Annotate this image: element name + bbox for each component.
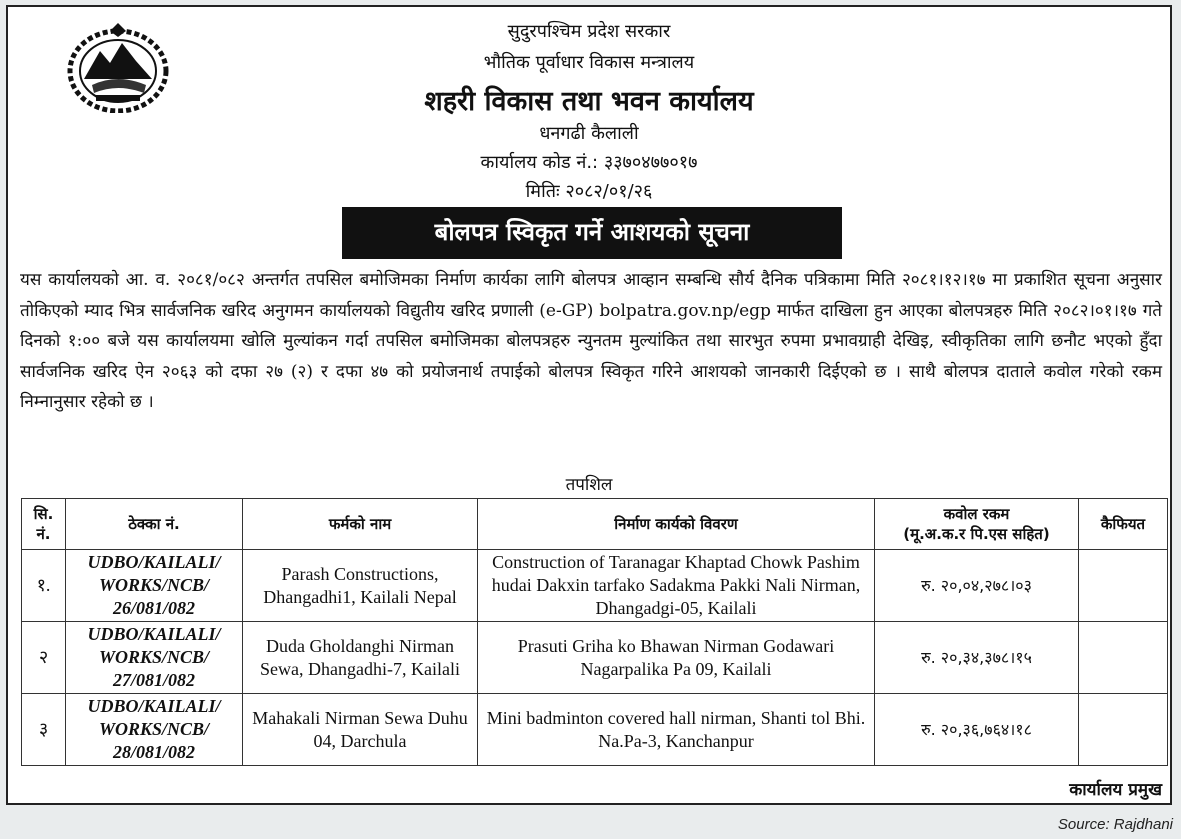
table-row	[22, 694, 1168, 766]
source-credit: Source: Rajdhani	[1057, 816, 1173, 833]
bid-table	[21, 498, 1168, 766]
cell-amount: रु. २०,३४,३७८।१५	[875, 622, 1079, 694]
cell-sn: ३	[22, 694, 66, 766]
header-remarks: कैफियत	[1079, 499, 1168, 550]
cell-firm: Mahakali Nirman Sewa Duhu 04, Darchula	[243, 694, 478, 766]
office-name: शहरी विकास तथा भवन कार्यालय	[424, 86, 754, 117]
header-description: निर्माण कार्यको विवरण	[478, 499, 875, 550]
cell-contract-no: UDBO/KAILALI/ WORKS/NCB/ 27/081/082	[66, 622, 243, 694]
office-chief-signatory: कार्यालय प्रमुख	[1069, 780, 1162, 800]
table-row	[22, 622, 1168, 694]
table-header-row	[22, 499, 1168, 550]
office-location: धनगढी कैलाली	[539, 123, 639, 144]
header-amount-label: कवोल रकम	[943, 505, 1010, 523]
province-government: सुदुरपश्चिम प्रदेश सरकार	[507, 21, 671, 42]
header-contract-no: ठेक्का नं.	[66, 499, 243, 550]
cell-amount: रु. २०,३६,७६४।१८	[875, 694, 1079, 766]
cell-remarks	[1079, 622, 1168, 694]
cell-description: Construction of Taranagar Khaptad Chowk Pashim hudai Dakxin tarfako Sadakma Pakki Nali Nirman, Dhangadgi-05, Kailali	[478, 550, 875, 622]
notice-body: यस कार्यालयको आ. व. २०८१/०८२ अन्तर्गत तपसिल बमोजिमका निर्माण कार्यका लागि बोलपत्र आव्हान सम्बन्धि सौर्य दैनिक पत्रिकामा मिति २०८१।१२।१७ मा प्रकाशित सूचना अनुसार तोकिएको म्याद भित्र सार्वजनिक खरिद अनुगमन कार्यालयको विद्युतीय खरिद प्रणाली (e-GP) bolpatra.gov.np/egp मार्फत दाखिला हुन आएका बोलपत्रहरु मिति २०८२।०१।१७ गते दिनको १:०० बजे यस कार्यालयमा खोलि मुल्यांकन गर्दा तपसिल बमोजिमका बोलपत्रहरु न्युनतम मुल्यांकित तथा सारभुत रुपमा प्रभावग्राही देखिइ, स्वीकृतिका लागि छनौट भएको हुँदा सार्वजनिक खरिद ऐन २०६३ को दफा २७ (२) र दफा ४७ को प्रयोजनार्थ तपाईको बोलपत्र स्विकृत गरिने आशयको जानकारी दिईएको छ । साथै बोलपत्र दाताले कवोल गरेको रकम निम्नानुसार रहेको छ ।	[20, 270, 1162, 412]
cell-firm: Duda Gholdanghi Nirman Sewa, Dhangadhi-7, Kailali	[243, 622, 478, 694]
notice-page	[6, 5, 1172, 805]
notice-title: बोलपत्र स्विकृत गर्ने आशयको सूचना	[342, 207, 842, 259]
cell-description: Prasuti Griha ko Bhawan Nirman Godawari Nagarpalika Pa 09, Kailali	[478, 622, 875, 694]
cell-sn: २	[22, 622, 66, 694]
cell-description: Mini badminton covered hall nirman, Shanti tol Bhi. Na.Pa-3, Kanchanpur	[478, 694, 875, 766]
header-amount-sub: (मू.अ.क.र पि.एस सहित)	[903, 525, 1050, 543]
cell-amount: रु. २०,०४,२७८।०३	[875, 550, 1079, 622]
cell-remarks	[1079, 694, 1168, 766]
cell-remarks	[1079, 550, 1168, 622]
cell-contract-no: UDBO/KAILALI/ WORKS/NCB/ 28/081/082	[66, 694, 243, 766]
schedule-label: तपशिल	[565, 475, 613, 495]
office-code: कार्यालय कोड नं.: ३३७०४७७०१७	[480, 152, 698, 173]
cell-contract-no: UDBO/KAILALI/ WORKS/NCB/ 26/081/082	[66, 550, 243, 622]
ministry-name: भौतिक पूर्वाधार विकास मन्त्रालय	[483, 52, 695, 73]
cell-firm: Parash Constructions, Dhangadhi1, Kailali Nepal	[243, 550, 478, 622]
notice-date: मितिः २०८२/०१/२६	[525, 181, 653, 202]
cell-sn: १.	[22, 550, 66, 622]
header-amount	[875, 499, 1079, 550]
table-row	[22, 550, 1168, 622]
header-sn: सि. नं.	[22, 499, 66, 550]
header-firm: फर्मको नाम	[243, 499, 478, 550]
